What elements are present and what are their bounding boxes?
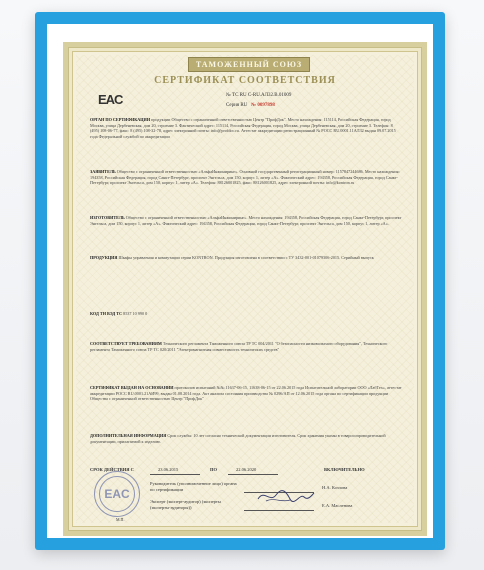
section-hs-code xyxy=(90,311,402,317)
section-text: Срок службы: 10 лет согласно технической документации изготовителя. Срок хранения указан в товаросопроводительной документации, прилагаемой к изделию. xyxy=(90,433,386,444)
section-text: 8537 10 990 0 xyxy=(123,311,148,316)
expert-role: Эксперт (эксперт-аудитор) (эксперты (эксперты-аудиторы)) xyxy=(150,499,221,510)
section-text: Общество с ограниченной ответственностью «АльфаИнжиниринг». Место нахождения: 194358, Российская Федерация, город Санкт-Петербург, проспект Энгельса, дом 150, корпус 1, литер «А». Фактический адрес: 194358, Российская Федерация, город Санкт-Петербург, проспект Энгельса, дом 150, корпус 1, литер «А». xyxy=(90,215,402,226)
section-head: СООТВЕТСТВУЕТ ТРЕБОВАНИЯМ xyxy=(90,341,162,346)
series-number: № 0097898 xyxy=(251,103,275,108)
to-date-underline xyxy=(228,474,278,475)
head-role: Руководитель (уполномоченное лицо) органа по сертификации xyxy=(150,481,237,492)
validity-to-label: ПО xyxy=(210,467,218,472)
section-text: продукции Общество с ограниченной ответственностью Центр "ПрофДок". Место нахождения: 115114, Российская Федерация, город Москва, улица Дербеневская, дом 20, строение 3. Фактический адрес: 115114, Российская Федерация, город Москва, улица Дербеневская, дом 20, строение 3. Телефон: 8 (495) 108-06-77, факс: 8 (495) 108-32-78, адрес электронной почты: info@profdoc.ru. Аттестат аккредитации регистрационный № РОСС RU.0001.11АЛ32 выдан 09.07.2015 года Федеральной службой по аккредитации xyxy=(90,117,396,139)
validity-to-date: 22.06.2020 xyxy=(236,467,257,472)
certificate-number: № ТС RU С-RU.АЛ32.В.01009 xyxy=(226,93,292,98)
section-certification-body xyxy=(90,117,402,139)
section-head: ИЗГОТОВИТЕЛЬ xyxy=(90,215,125,220)
certificate-title: СЕРТИФИКАТ СООТВЕТСТВИЯ xyxy=(154,75,336,86)
section-issued-basis xyxy=(90,385,402,402)
validity-inclusive: ВКЛЮЧИТЕЛЬНО xyxy=(324,467,365,472)
series-label: Серия RU xyxy=(226,103,248,108)
expert-signature-line xyxy=(244,510,314,511)
section-text: Общество с ограниченной ответственностью «АльфаИнжиниринг». Основной государственный регистрационный номер: 1157847244686. Место нахождения: 194358, Российская Федерация, город Санкт-Петербург, проспект Энгельса, дом 150, корпус 1, литер «А». Фактический адрес: 194358, Российская Федерация, город Санкт-Петербург, проспект Энгельса, дом 150, корпус 1, литер «А». Телефон: 88126001825, факс: 88126001825, адрес электронной почты: info@kontron.ru xyxy=(90,169,400,186)
customs-union-banner: ТАМОЖЕННЫЙ СОЮЗ xyxy=(188,57,310,72)
section-head: ДОПОЛНИТЕЛЬНАЯ ИНФОРМАЦИЯ xyxy=(90,433,167,438)
certificate-frame xyxy=(35,12,445,550)
section-text: Технического регламента Таможенного союза ТР ТС 004/2011 "О безопасности низковольтного оборудования", Технического регламента Таможенного союза ТР ТС 020/2011 "Электромагнитная совместимость технических средств" xyxy=(90,341,388,352)
certificate-pattern xyxy=(76,55,414,523)
head-name: Н.А. Козлова xyxy=(322,485,348,490)
section-text: протоколов испытаний №№ 11637-06-15, 11638-06-15 от 22.06.2015 года Испытательной лаборатории ООО «ЛабТех», аттестат аккредитации РОСС RU.0001.21АИ99, выдан 01.08.2014 года. Акт анализа состояния производства № 0296/АП от 12.06.2015 года органа по сертификации продукции Общества с ограниченной ответственностью Центр "ПрофДок" xyxy=(90,385,402,402)
section-product xyxy=(90,255,402,261)
certificate-paper xyxy=(47,24,433,538)
stamp-mark: EAC xyxy=(104,487,130,501)
certificate-series xyxy=(226,103,275,108)
section-additional-info xyxy=(90,433,402,444)
from-date-underline xyxy=(150,474,200,475)
expert-name: Е.А. Масленова xyxy=(322,503,353,508)
section-manufacturer xyxy=(90,215,402,226)
validity-from-label: СРОК ДЕЙСТВИЯ С xyxy=(90,467,134,472)
section-head: ПРОДУКЦИЯ xyxy=(90,255,118,260)
section-head: КОД ТН ВЭД ТС xyxy=(90,311,123,316)
eac-stamp xyxy=(94,471,140,517)
signature-scribble xyxy=(256,487,316,505)
certificate-document xyxy=(63,42,427,536)
section-requirements xyxy=(90,341,402,352)
section-text: Шкафы управления и коммутации серии KONTRON. Продукция изготовлена в соответствии с ТУ 3432-001-01079306-2015. Серийный выпуск xyxy=(118,255,374,260)
section-head: СЕРТИФИКАТ ВЫДАН НА ОСНОВАНИИ xyxy=(90,385,174,390)
section-head: ЗАЯВИТЕЛЬ xyxy=(90,169,116,174)
section-head: ОРГАН ПО СЕРТИФИКАЦИИ xyxy=(90,117,151,122)
validity-from-date: 23.06.2015 xyxy=(158,467,179,472)
section-applicant xyxy=(90,169,402,186)
eac-logo: EAC xyxy=(98,92,123,107)
mp-mark: М.П. xyxy=(116,517,125,522)
